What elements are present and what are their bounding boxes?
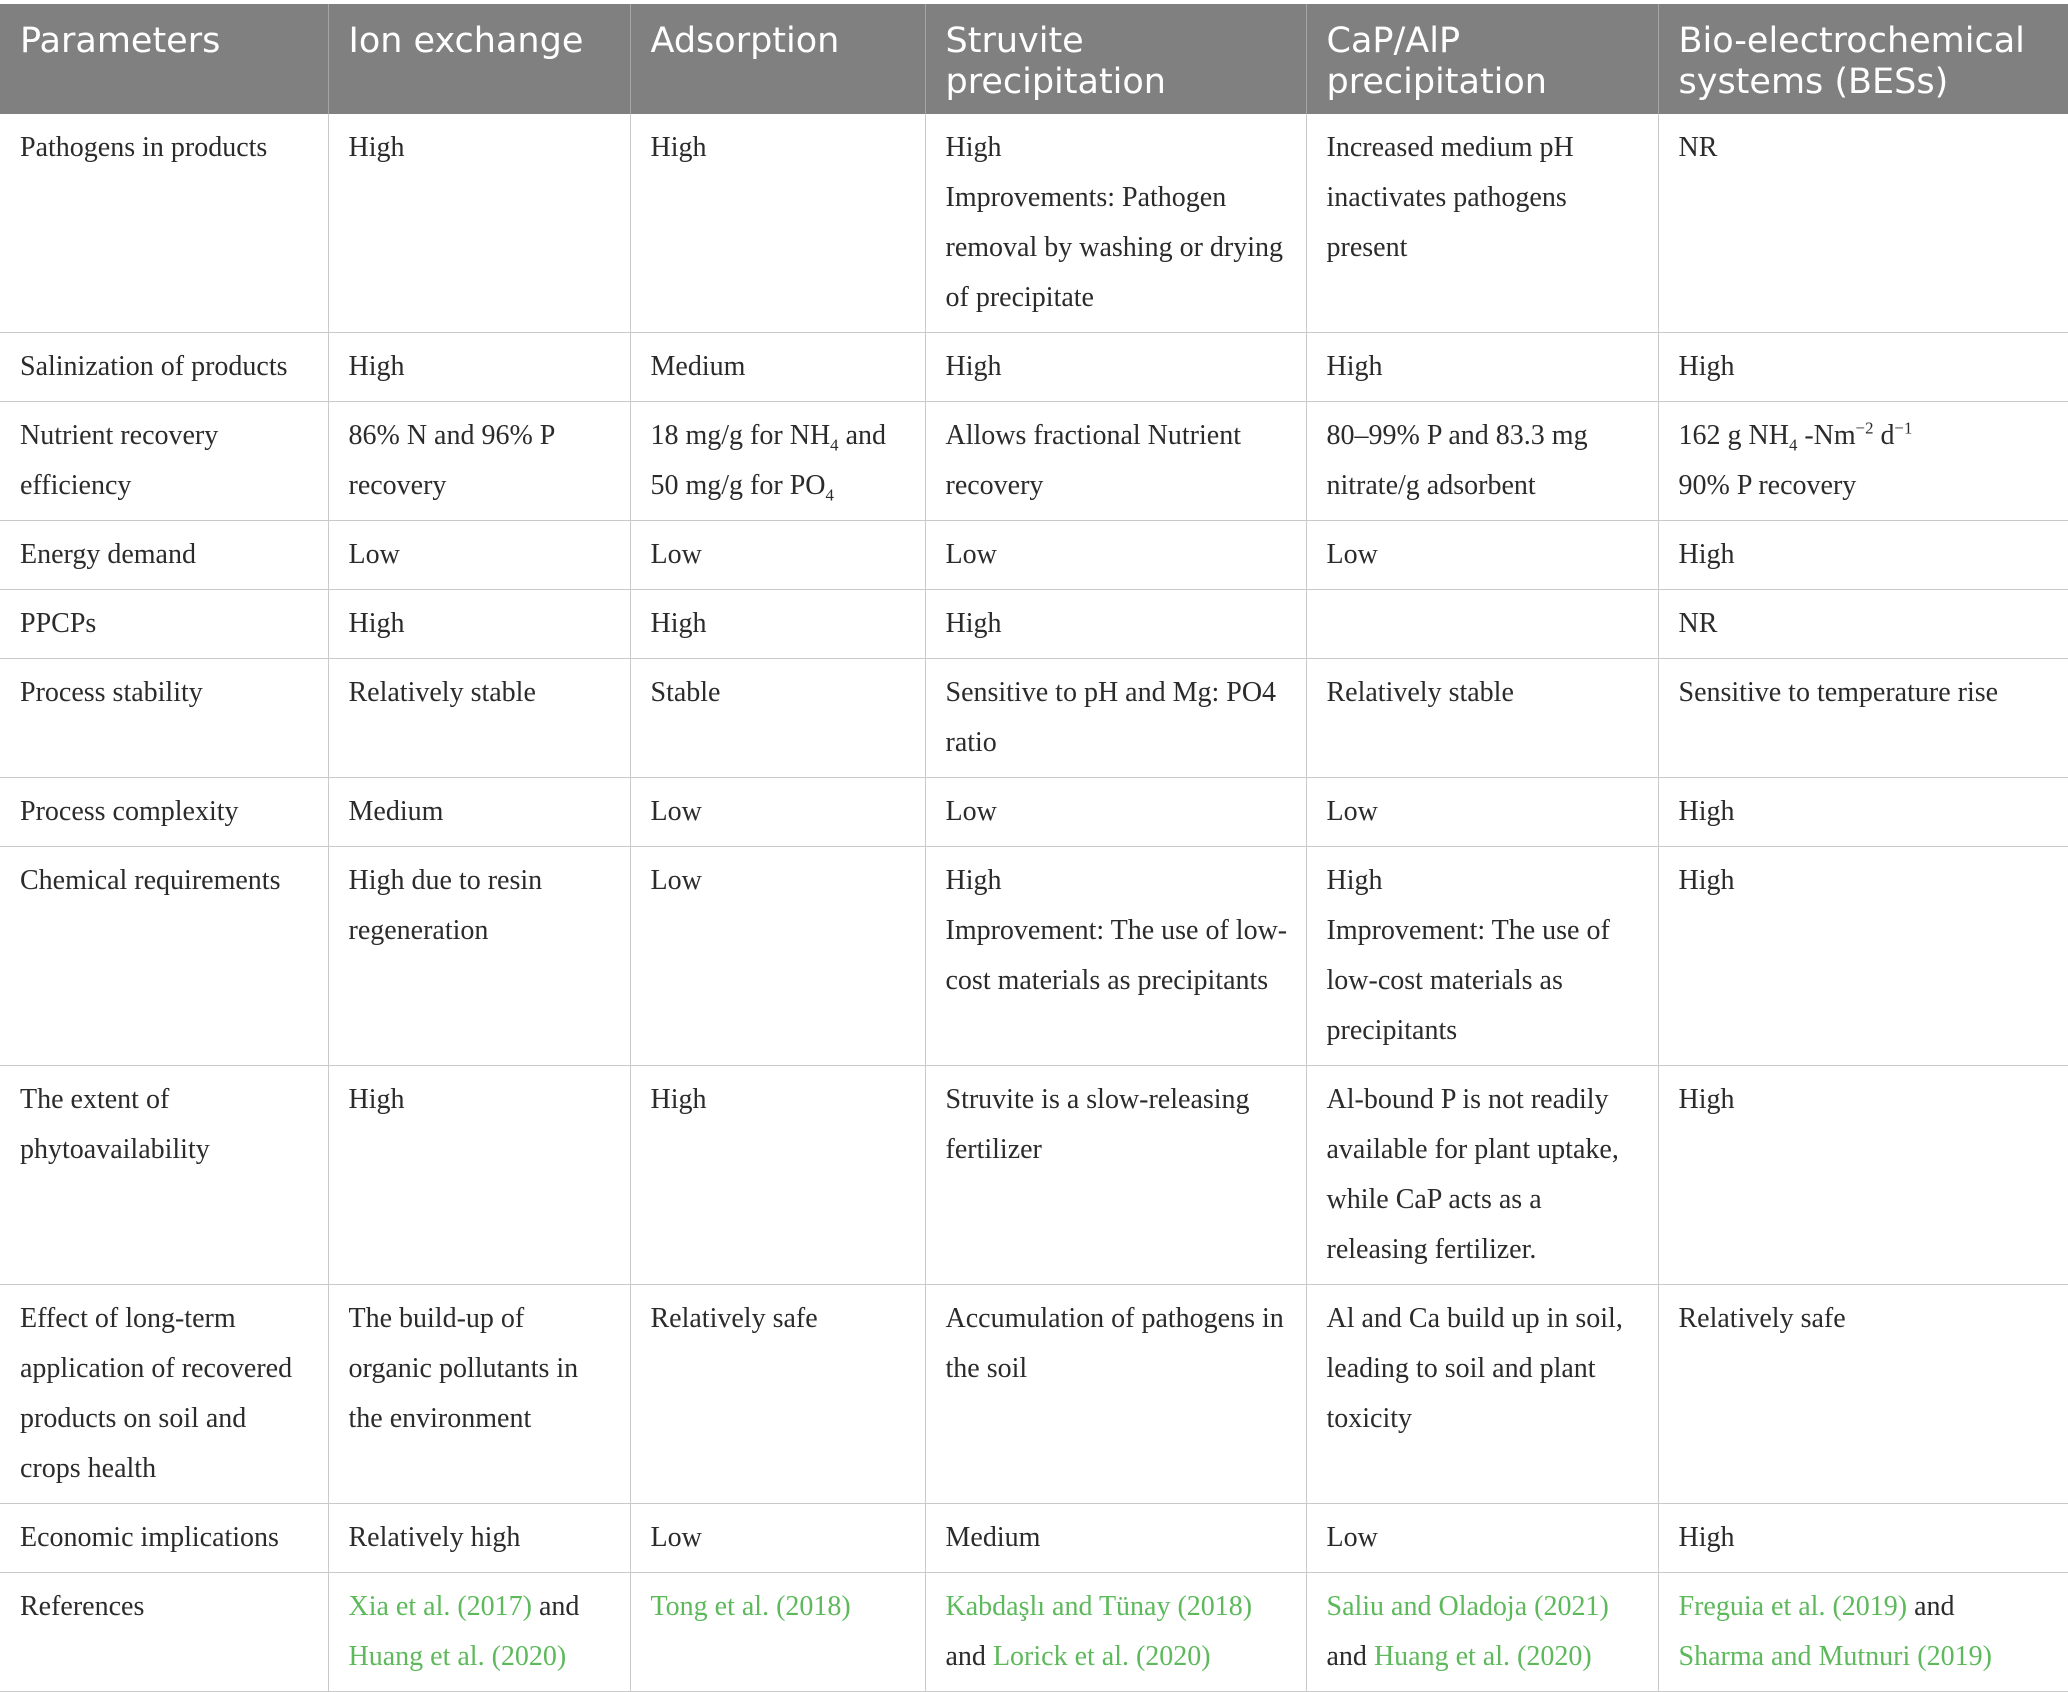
reference-link[interactable]: Kabdaşlı and Tünay (2018) xyxy=(945,1591,1253,1622)
value-cell xyxy=(1306,778,1658,847)
table-row xyxy=(0,521,2068,590)
cell-text: Low xyxy=(650,539,702,570)
cell-text: High xyxy=(1326,865,1383,896)
header-parameters: Parameters xyxy=(0,4,328,114)
parameter-cell: Economic implications xyxy=(0,1504,328,1573)
table-body xyxy=(0,114,2068,1692)
value-cell xyxy=(925,1504,1306,1573)
cell-text: High xyxy=(650,608,707,639)
table-row xyxy=(0,1066,2068,1285)
value-cell xyxy=(1658,659,2068,778)
cell-text: High xyxy=(348,608,405,639)
cell-text: High xyxy=(650,1084,707,1115)
cell-text: Low xyxy=(945,796,997,827)
value-cell xyxy=(925,847,1306,1066)
value-cell xyxy=(328,1066,630,1285)
value-cell xyxy=(328,402,630,521)
value-cell xyxy=(630,1066,925,1285)
cell-text: NR xyxy=(1678,132,1718,163)
cell-text: Medium xyxy=(945,1522,1041,1553)
value-cell xyxy=(1306,659,1658,778)
value-cell xyxy=(1306,402,1658,521)
header-row xyxy=(0,4,2068,114)
cell-text: Sensitive to temperature rise xyxy=(1678,677,1999,708)
cell-text: Sensitive to pH and Mg: PO4 ratio xyxy=(945,677,1277,758)
cell-text: Al and Ca build up in soil, leading to soil and plant toxicity xyxy=(1326,1303,1623,1434)
cell-text: High xyxy=(945,608,1002,639)
value-cell xyxy=(328,590,630,659)
cell-text: 90% P recovery xyxy=(1678,470,1857,501)
value-cell xyxy=(328,521,630,590)
value-cell xyxy=(630,847,925,1066)
cell-text: High xyxy=(1678,539,1735,570)
table-row xyxy=(0,590,2068,659)
cell-text: High xyxy=(1678,865,1735,896)
reference-cell: Xia et al. (2017) and Huang et al. (2020) xyxy=(328,1573,630,1692)
header-ion-exchange: Ion exchange xyxy=(328,4,630,114)
value-cell xyxy=(630,114,925,333)
cell-text: Medium xyxy=(348,796,444,827)
cell-text: 80–99% P and 83.3 mg nitrate/g adsorbent xyxy=(1326,420,1588,501)
value-cell xyxy=(925,778,1306,847)
value-cell xyxy=(925,521,1306,590)
cell-text: High xyxy=(1678,796,1735,827)
cell-text: Relatively stable xyxy=(1326,677,1514,708)
cell-text: 18 mg/g for $NH_4$ and 50 mg/g for $PO_4$ xyxy=(650,420,886,505)
value-cell xyxy=(1306,590,1658,659)
cell-text: High xyxy=(348,351,405,382)
value-cell xyxy=(328,1285,630,1504)
value-cell xyxy=(630,1285,925,1504)
value-cell xyxy=(328,1504,630,1573)
cell-text: Al-bound P is not readily available for plant uptake, while CaP acts as a releasing fertilizer. xyxy=(1326,1084,1619,1265)
value-cell xyxy=(1306,847,1658,1066)
value-cell xyxy=(925,402,1306,521)
cell-text: High xyxy=(348,132,405,163)
reference-link[interactable]: Huang et al. (2020) xyxy=(348,1641,567,1672)
value-cell xyxy=(328,333,630,402)
cell-text: High xyxy=(945,132,1002,163)
value-cell xyxy=(328,659,630,778)
cell-text: Increased medium pH inactivates pathogens present xyxy=(1326,132,1574,263)
value-cell xyxy=(1306,1066,1658,1285)
value-cell xyxy=(630,778,925,847)
value-cell xyxy=(1306,114,1658,333)
cell-text: Improvement: The use of low-cost materials as precipitants xyxy=(1326,915,1610,1046)
cell-text: Medium xyxy=(650,351,746,382)
cell-text: Low xyxy=(1326,796,1378,827)
table-row xyxy=(0,659,2068,778)
value-cell xyxy=(630,590,925,659)
cell-text: Low xyxy=(1326,539,1378,570)
cell-text: Low xyxy=(650,865,702,896)
reference-link[interactable]: Freguia et al. (2019) xyxy=(1678,1591,1908,1622)
cell-text: Improvements: Pathogen removal by washing or drying of precipitate xyxy=(945,182,1283,313)
value-cell xyxy=(1306,1285,1658,1504)
reference-link[interactable]: Sharma and Mutnuri (2019) xyxy=(1678,1641,1992,1672)
cell-text: Low xyxy=(650,796,702,827)
cell-text: 162 g $NH_4$ $-Nm^{-2}$ $d^{-1}$ xyxy=(1678,418,1913,455)
value-cell xyxy=(925,1066,1306,1285)
reference-link[interactable]: Saliu and Oladoja (2021) xyxy=(1326,1591,1609,1622)
reference-cell: Kabdaşlı and Tünay (2018) and Lorick et al. (2020) xyxy=(925,1573,1306,1692)
value-cell xyxy=(925,590,1306,659)
cell-text: Improvement: The use of low-cost materials as precipitants xyxy=(945,915,1288,996)
value-cell xyxy=(630,1504,925,1573)
header-cap-alp: CaP/AlP precipitation xyxy=(1306,4,1658,114)
value-cell xyxy=(1658,847,2068,1066)
cell-text: NR xyxy=(1678,608,1718,639)
value-cell xyxy=(1658,114,2068,333)
value-cell xyxy=(328,847,630,1066)
header-struvite: Struvite precipitation xyxy=(925,4,1306,114)
table-row xyxy=(0,402,2068,521)
parameter-cell: Effect of long-term application of recovered products on soil and crops health xyxy=(0,1285,328,1504)
table-row xyxy=(0,847,2068,1066)
cell-text: Low xyxy=(945,539,997,570)
value-cell xyxy=(1658,521,2068,590)
value-cell xyxy=(630,333,925,402)
cell-text: High due to resin regeneration xyxy=(348,865,543,946)
cell-text: Relatively high xyxy=(348,1522,521,1553)
parameter-cell: Process stability xyxy=(0,659,328,778)
reference-link[interactable]: Huang et al. (2020) xyxy=(1373,1641,1592,1672)
reference-cell: Freguia et al. (2019) and Sharma and Mutnuri (2019) xyxy=(1658,1573,2068,1692)
value-cell xyxy=(925,333,1306,402)
cell-text: Relatively stable xyxy=(348,677,536,708)
value-cell xyxy=(1658,1066,2068,1285)
cell-text: High xyxy=(1678,1522,1735,1553)
cell-text: The build-up of organic pollutants in the environment xyxy=(348,1303,579,1434)
value-cell xyxy=(1658,1504,2068,1573)
cell-text: Low xyxy=(650,1522,702,1553)
value-cell xyxy=(1658,590,2068,659)
value-cell xyxy=(1306,1504,1658,1573)
cell-text: Relatively safe xyxy=(1678,1303,1846,1334)
value-cell xyxy=(925,114,1306,333)
cell-text: High xyxy=(1678,351,1735,382)
header-adsorption: Adsorption xyxy=(630,4,925,114)
value-cell xyxy=(1306,333,1658,402)
header-bes: Bio-electrochemical systems (BESs) xyxy=(1658,4,2068,114)
cell-text: High xyxy=(650,132,707,163)
cell-text: High xyxy=(1678,1084,1735,1115)
value-cell xyxy=(630,402,925,521)
value-cell xyxy=(1658,333,2068,402)
value-cell xyxy=(925,659,1306,778)
value-cell xyxy=(1658,778,2068,847)
reference-link[interactable]: Lorick et al. (2020) xyxy=(992,1641,1211,1672)
references-row xyxy=(0,1573,2068,1692)
parameter-cell: Pathogens in products xyxy=(0,114,328,333)
table-row xyxy=(0,333,2068,402)
value-cell xyxy=(630,521,925,590)
value-cell xyxy=(328,778,630,847)
parameter-cell: Nutrient recovery efficiency xyxy=(0,402,328,521)
value-cell xyxy=(630,659,925,778)
reference-cell: Saliu and Oladoja (2021) and Huang et al. (2020) xyxy=(1306,1573,1658,1692)
cell-text: Allows fractional Nutrient recovery xyxy=(945,420,1241,501)
cell-text: Stable xyxy=(650,677,721,708)
parameter-cell: The extent of phytoavailability xyxy=(0,1066,328,1285)
reference-cell xyxy=(630,1573,925,1692)
cell-text: High xyxy=(348,1084,405,1115)
cell-text: Accumulation of pathogens in the soil xyxy=(945,1303,1284,1384)
value-cell xyxy=(1658,1285,2068,1504)
value-cell xyxy=(1306,521,1658,590)
cell-text: Low xyxy=(348,539,400,570)
parameter-cell: Process complexity xyxy=(0,778,328,847)
cell-text: Struvite is a slow-releasing fertilizer xyxy=(945,1084,1250,1165)
comparison-table xyxy=(0,4,2068,1692)
references-label: References xyxy=(0,1573,328,1692)
cell-text: 86% N and 96% P recovery xyxy=(348,420,555,501)
table-row xyxy=(0,1504,2068,1573)
cell-text: Low xyxy=(1326,1522,1378,1553)
reference-link[interactable]: Xia et al. (2017) xyxy=(348,1591,532,1622)
reference-link[interactable]: Tong et al. (2018) xyxy=(650,1591,851,1622)
parameter-cell: Salinization of products xyxy=(0,333,328,402)
table-row xyxy=(0,1285,2068,1504)
cell-text: Relatively safe xyxy=(650,1303,818,1334)
cell-text: High xyxy=(1326,351,1383,382)
cell-text: High xyxy=(945,865,1002,896)
cell-text: High xyxy=(945,351,1002,382)
parameter-cell: Chemical requirements xyxy=(0,847,328,1066)
table-row xyxy=(0,114,2068,333)
value-cell xyxy=(925,1285,1306,1504)
value-cell xyxy=(1658,402,2068,521)
parameter-cell: PPCPs xyxy=(0,590,328,659)
table-row xyxy=(0,778,2068,847)
value-cell xyxy=(328,114,630,333)
parameter-cell: Energy demand xyxy=(0,521,328,590)
